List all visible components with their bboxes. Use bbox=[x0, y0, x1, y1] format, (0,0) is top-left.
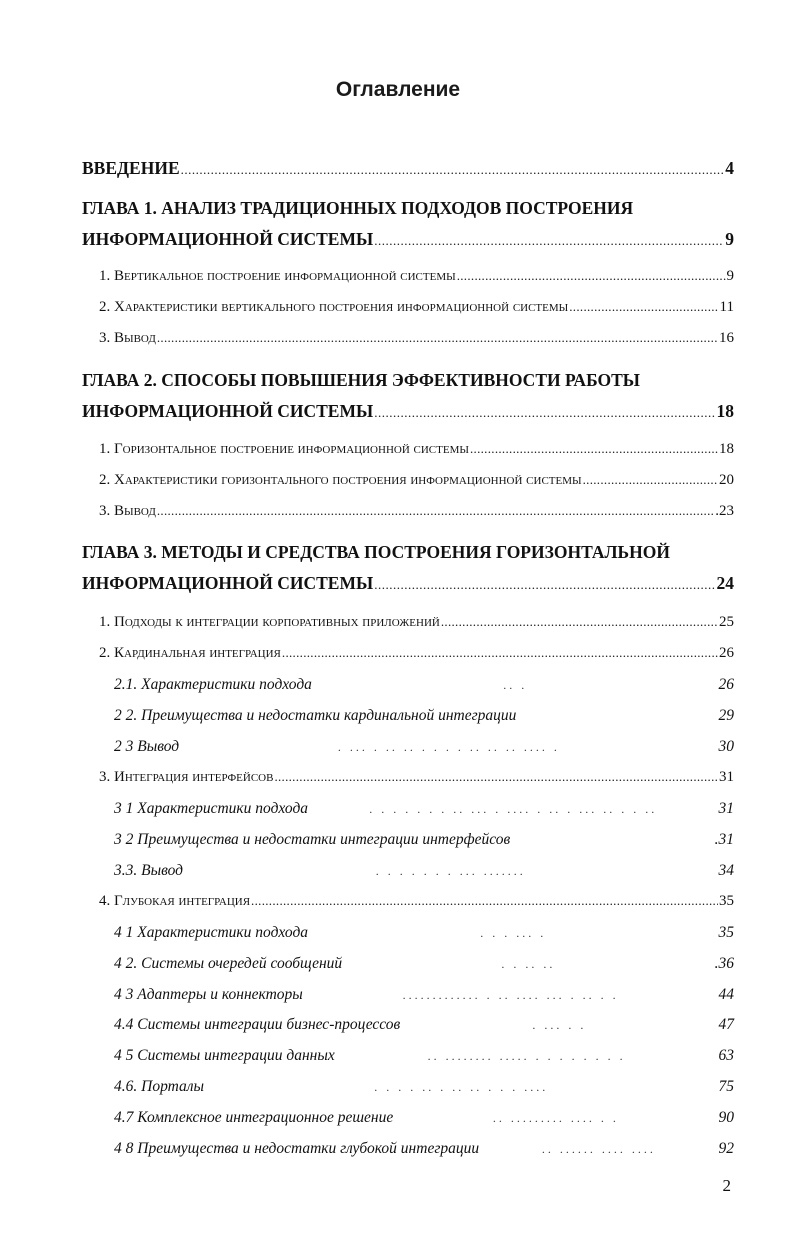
entry-label: 2. Характеристики горизонтального построения информационной системы bbox=[99, 472, 582, 488]
toc-entry-chapter-1[interactable] bbox=[82, 229, 734, 250]
toc-entry-chapter-2[interactable] bbox=[82, 401, 734, 422]
entry-page: 34 bbox=[718, 862, 734, 879]
toc-entry-2-3[interactable] bbox=[99, 503, 734, 520]
entry-label: 3.3. Вывод bbox=[114, 862, 184, 879]
entry-label: 3 2 Преимущества и недостатки интеграции интерфейсов bbox=[114, 831, 511, 848]
entry-label: 4 5 Системы интеграции данных bbox=[114, 1047, 335, 1064]
toc-entry-3-3-sub[interactable] bbox=[114, 862, 734, 880]
entry-page: 75 bbox=[718, 1078, 734, 1095]
entry-label: 2 2. Преимущества и недостатки кардинальной интеграции bbox=[114, 707, 517, 724]
chapter-2-heading: ГЛАВА 2. СПОСОБЫ ПОВЫШЕНИЯ ЭФФЕКТИВНОСТИ РАБОТЫ bbox=[82, 370, 640, 390]
entry-page: .23 bbox=[715, 503, 734, 519]
entry-label: 1. Вертикальное построение информационной системы bbox=[99, 268, 456, 284]
entry-page: 90 bbox=[718, 1109, 734, 1126]
sparse-leader: .. ...... .... .... bbox=[541, 1142, 656, 1156]
entry-label: 4. Глубокая интеграция bbox=[99, 893, 251, 909]
dot-leader bbox=[251, 893, 718, 909]
toc-entry-2-3-sub[interactable] bbox=[114, 738, 734, 756]
entry-page: 9 bbox=[725, 229, 734, 249]
dot-leader bbox=[274, 769, 718, 785]
dot-leader bbox=[181, 162, 725, 178]
toc-entry-3-1[interactable] bbox=[99, 614, 734, 631]
entry-page: 63 bbox=[718, 1047, 734, 1064]
toc-entry-4-3-sub[interactable] bbox=[114, 986, 734, 1004]
page-number: 2 bbox=[722, 1176, 731, 1195]
toc-entry-3-1-sub[interactable] bbox=[114, 800, 734, 818]
entry-label: ИНФОРМАЦИОННОЙ СИСТЕМЫ bbox=[82, 573, 374, 593]
entry-label: 3 1 Характеристики подхода bbox=[114, 800, 309, 817]
toc-entry-1-2[interactable] bbox=[99, 299, 734, 316]
toc-entry-4-5-sub[interactable] bbox=[114, 1047, 734, 1065]
entry-page: 31 bbox=[719, 769, 734, 785]
dot-leader bbox=[457, 268, 726, 284]
dot-leader bbox=[157, 503, 714, 519]
toc-entry-2-2-sub[interactable] bbox=[114, 707, 734, 725]
entry-page: 26 bbox=[718, 676, 734, 693]
entry-label: 4 3 Адаптеры и коннекторы bbox=[114, 986, 303, 1003]
entry-page: 18 bbox=[719, 441, 734, 457]
toc-entry-3-3[interactable] bbox=[99, 769, 734, 786]
sparse-leader: .. . bbox=[503, 678, 528, 692]
entry-label: 4.7 Комплексное интеграционное решение bbox=[114, 1109, 394, 1126]
sparse-leader: . . . . . . . ... ....... bbox=[375, 864, 526, 878]
dot-leader bbox=[157, 330, 718, 346]
entry-page: 31 bbox=[718, 800, 734, 817]
toc-entry-2-1-sub[interactable] bbox=[114, 676, 734, 694]
toc-entry-2-2[interactable] bbox=[99, 472, 734, 489]
toc-entry-4-2-sub[interactable] bbox=[114, 955, 734, 973]
toc-entry-4-1-sub[interactable] bbox=[114, 924, 734, 942]
entry-label: 4 8 Преимущества и недостатки глубокой интеграции bbox=[114, 1140, 480, 1157]
entry-page: 4 bbox=[725, 158, 734, 178]
entry-label: ВВЕДЕНИЕ bbox=[82, 158, 180, 178]
dot-leader bbox=[569, 299, 718, 315]
entry-label: 1. Горизонтальное построение информационной системы bbox=[99, 441, 469, 457]
entry-label: 2. Кардинальная интеграция bbox=[99, 645, 281, 661]
sparse-leader: .. ........ ..... . . . . . . . . bbox=[427, 1049, 626, 1063]
toc-entry-3-2-sub[interactable] bbox=[114, 831, 734, 849]
toc-entry-1-1[interactable] bbox=[99, 268, 734, 285]
entry-page: 44 bbox=[718, 986, 734, 1003]
entry-label: 3. Интеграция интерфейсов bbox=[99, 769, 274, 785]
sparse-leader: . ... . .. .. . . . . .. .. .. .... . bbox=[337, 740, 560, 754]
sparse-leader: . ... . . bbox=[532, 1018, 587, 1032]
page-title: Оглавление bbox=[335, 78, 461, 101]
entry-page: 24 bbox=[716, 573, 734, 593]
sparse-leader: .. ......... .... . . bbox=[492, 1111, 619, 1125]
dot-leader bbox=[441, 614, 718, 630]
sparse-leader: . . . . . . . .. ... . .... . .. . ... .. . . .. bbox=[369, 802, 658, 816]
entry-label: 1. Подходы к интеграции корпоративных приложений bbox=[99, 614, 440, 630]
entry-page: 25 bbox=[719, 614, 734, 630]
entry-label: ИНФОРМАЦИОННОЙ СИСТЕМЫ bbox=[82, 229, 374, 249]
entry-page: 47 bbox=[718, 1016, 734, 1033]
sparse-leader: ............. . .. .... ... . .. . . bbox=[402, 988, 619, 1002]
dot-leader bbox=[374, 577, 715, 593]
entry-page: .36 bbox=[714, 955, 734, 972]
toc-entry-2-1[interactable] bbox=[99, 441, 734, 458]
toc-entry-4-6-sub[interactable] bbox=[114, 1078, 734, 1096]
dot-leader bbox=[282, 645, 718, 661]
entry-page: 9 bbox=[726, 268, 734, 284]
dot-leader bbox=[583, 472, 718, 488]
chapter-3-heading: ГЛАВА 3. МЕТОДЫ И СРЕДСТВА ПОСТРОЕНИЯ ГОРИЗОНТАЛЬНОЙ bbox=[82, 542, 670, 562]
entry-page: 26 bbox=[719, 645, 734, 661]
entry-label: 3. Вывод bbox=[99, 503, 156, 519]
entry-label: 3. Вывод bbox=[99, 330, 156, 346]
entry-label: 4.6. Порталы bbox=[114, 1078, 205, 1095]
entry-page: .31 bbox=[714, 831, 734, 848]
entry-label: 4 1 Характеристики подхода bbox=[114, 924, 309, 941]
entry-page: 30 bbox=[718, 738, 734, 755]
sparse-leader: . . . . .. . .. .. . . . .... bbox=[374, 1080, 549, 1094]
entry-label: 2. Характеристики вертикального построения информационной системы bbox=[99, 299, 569, 315]
entry-page: 16 bbox=[719, 330, 734, 346]
entry-label: 4 2. Системы очередей сообщений bbox=[114, 955, 343, 972]
entry-label: ИНФОРМАЦИОННОЙ СИСТЕМЫ bbox=[82, 401, 374, 421]
entry-label: 2.1. Характеристики подхода bbox=[114, 676, 312, 693]
entry-page: 20 bbox=[719, 472, 734, 488]
entry-page: 29 bbox=[718, 707, 734, 724]
toc-entry-4-7-sub[interactable] bbox=[114, 1109, 734, 1127]
sparse-leader: . . .. .. bbox=[501, 957, 556, 971]
toc-entry-1-3[interactable] bbox=[99, 330, 734, 347]
toc-entry-4-4-sub[interactable] bbox=[114, 1016, 734, 1034]
toc-entry-3-4[interactable] bbox=[99, 893, 734, 910]
dot-leader bbox=[374, 405, 715, 421]
toc-entry-introduction[interactable] bbox=[82, 158, 734, 179]
entry-page: 18 bbox=[716, 401, 734, 421]
entry-page: 92 bbox=[718, 1140, 734, 1157]
entry-page: 35 bbox=[719, 893, 734, 909]
sparse-leader: . . . ... . bbox=[480, 926, 547, 940]
entry-page: 35 bbox=[718, 924, 734, 941]
entry-label: 4.4 Системы интеграции бизнес-процессов bbox=[114, 1016, 401, 1033]
toc-entry-4-8-sub[interactable] bbox=[114, 1140, 734, 1158]
chapter-1-heading: ГЛАВА 1. АНАЛИЗ ТРАДИЦИОННЫХ ПОДХОДОВ ПОСТРОЕНИЯ bbox=[82, 198, 634, 218]
dot-leader bbox=[470, 441, 718, 457]
dot-leader bbox=[374, 233, 724, 249]
entry-label: 2 3 Вывод bbox=[114, 738, 180, 755]
entry-page: 11 bbox=[719, 299, 734, 315]
toc-entry-3-2[interactable] bbox=[99, 645, 734, 662]
toc-entry-chapter-3[interactable] bbox=[82, 573, 734, 594]
